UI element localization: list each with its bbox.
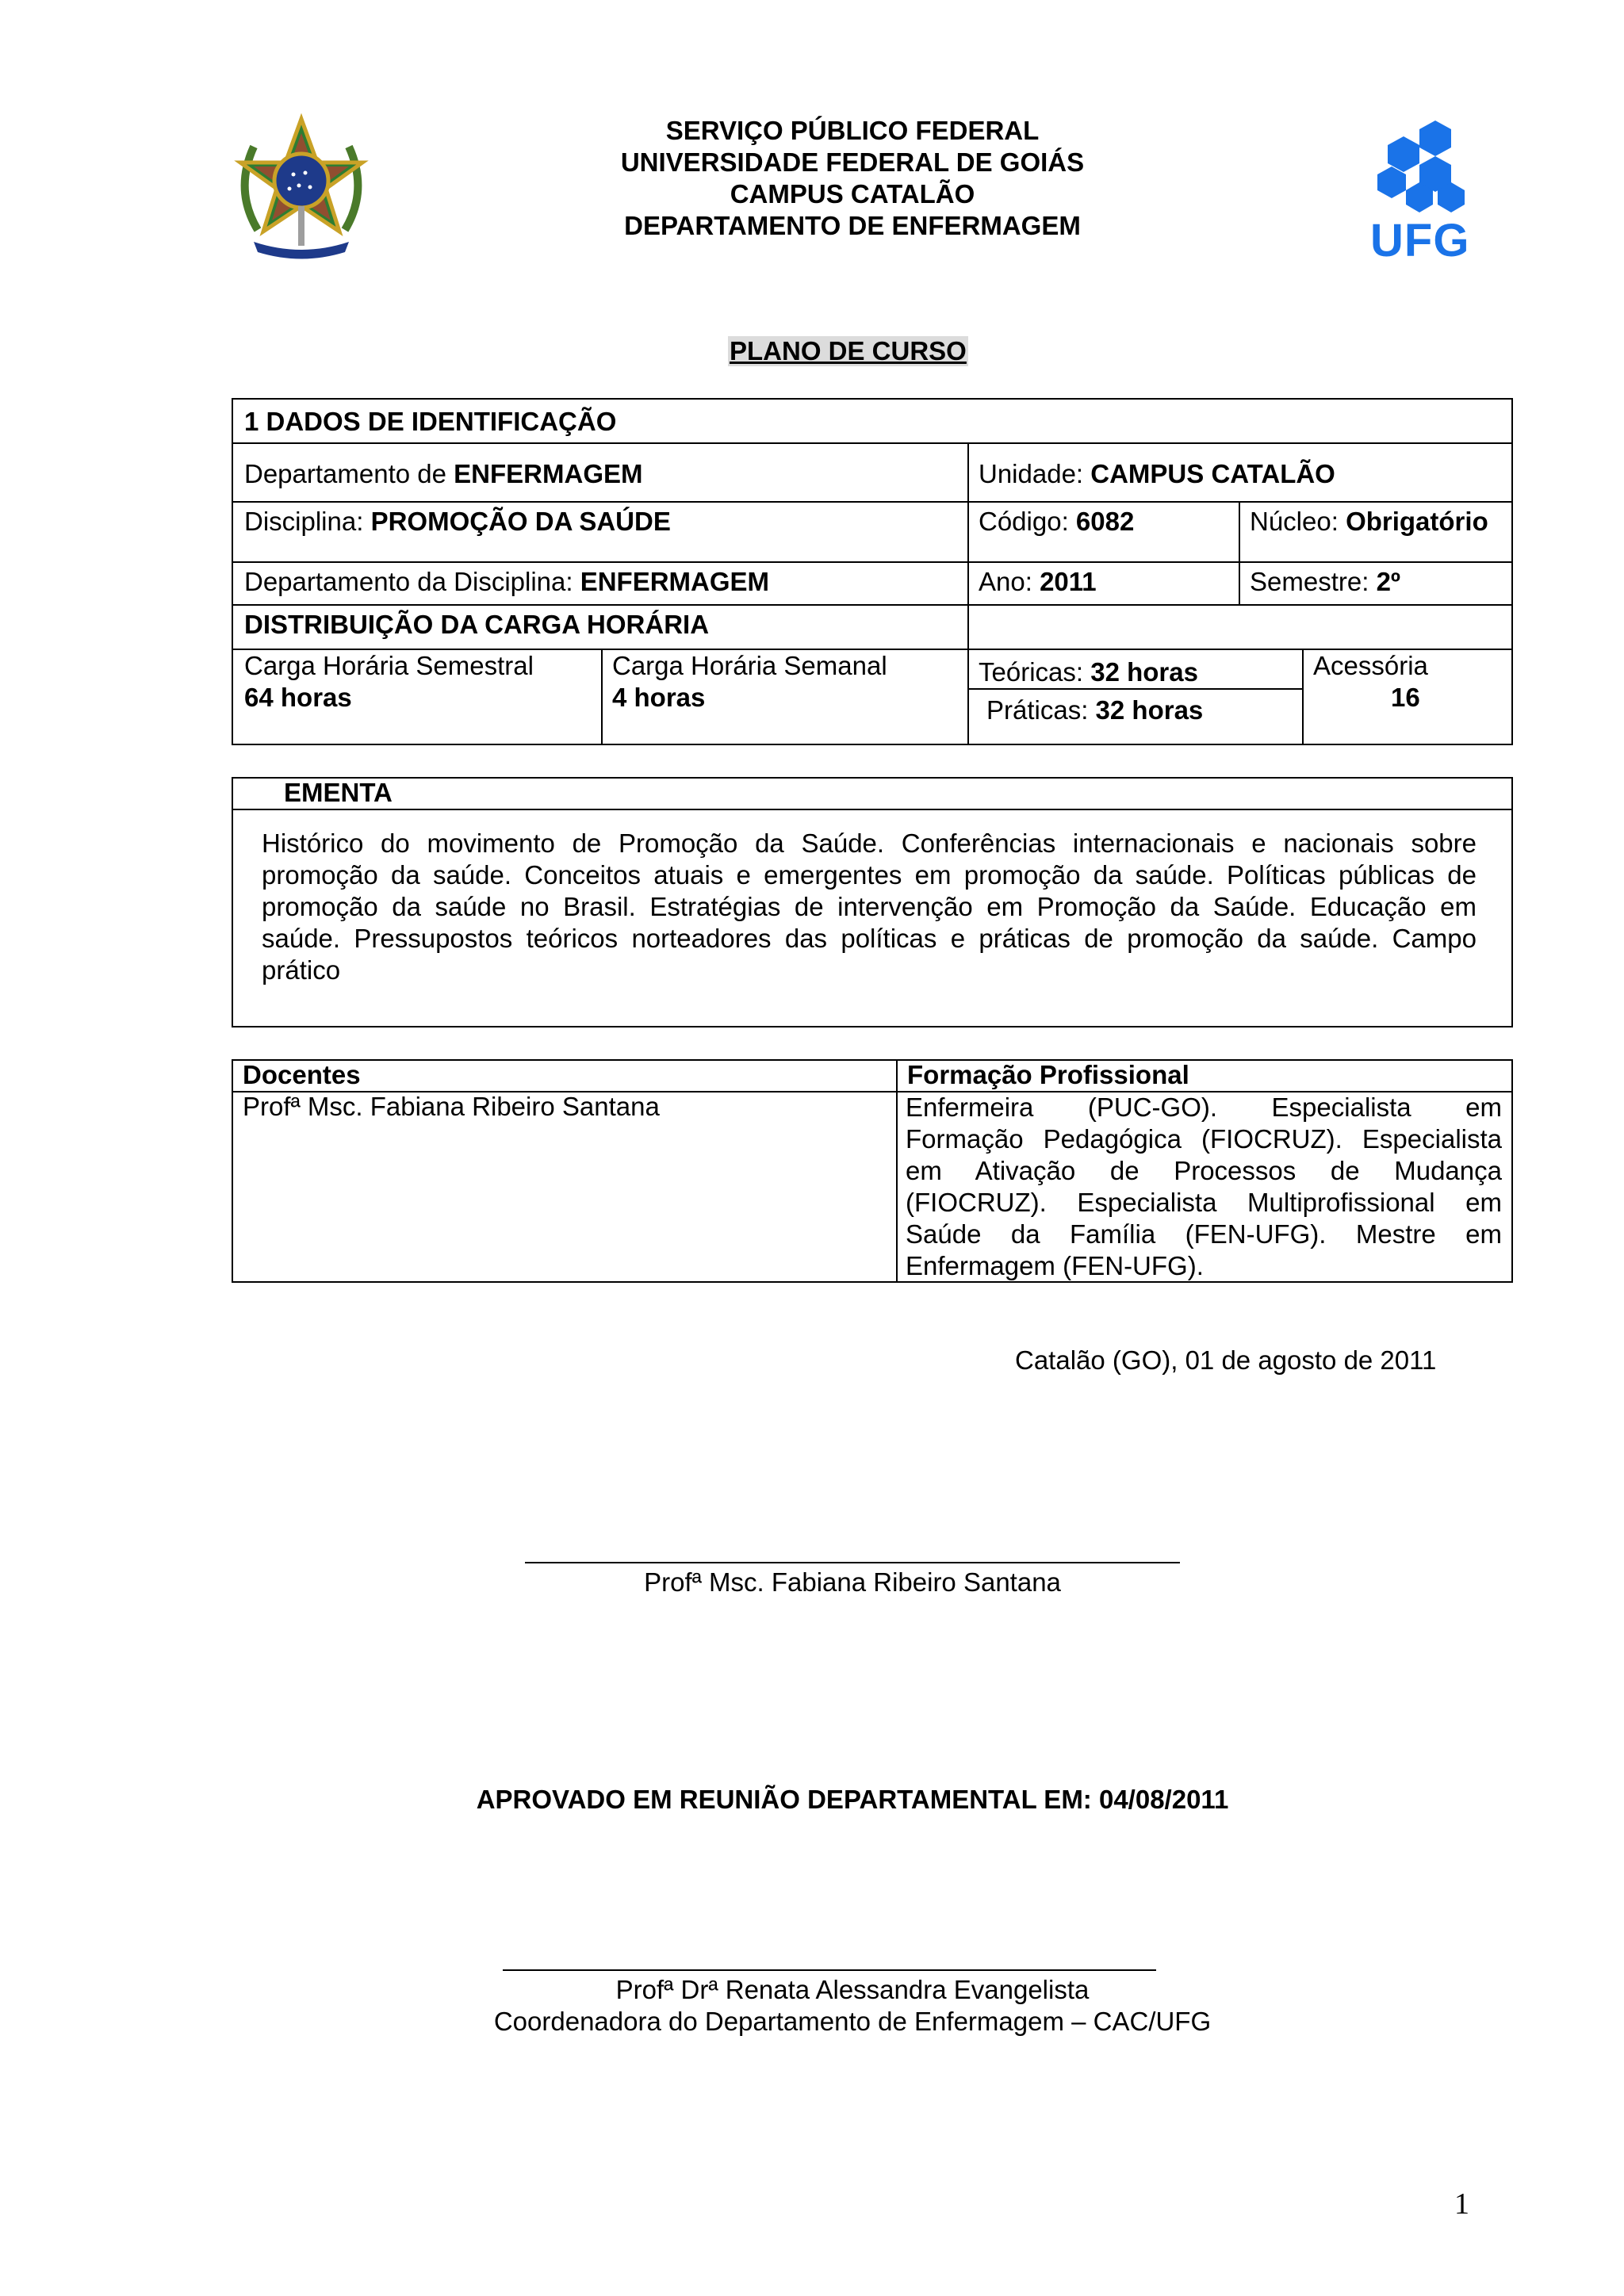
codigo-value: 6082: [1075, 507, 1135, 536]
ementa-line: promoção da saúde no Brasil. Estratégias de intervenção em Promoção da Saúde. Educação em: [262, 892, 1477, 921]
formacao-line: Enfermeira (PUC-GO). Especialista em: [906, 1093, 1502, 1122]
brazil-coat-of-arms-icon: [226, 111, 377, 262]
carga-heading: DISTRIBUIÇÃO DA CARGA HORÁRIA: [244, 610, 710, 639]
ementa-line: saúde. Pressupostos teóricos norteadores das políticas e práticas de promoção da saúde. Campo: [262, 924, 1477, 953]
nucleo-label: Núcleo:: [1250, 507, 1346, 536]
codigo-label: Código:: [979, 507, 1076, 536]
signature-2-role: Coordenadora do Departamento de Enfermagem – CAC/UFG: [493, 2007, 1212, 2036]
approval-statement: APROVADO EM REUNIÃO DEPARTAMENTAL EM: 04/08/2011: [476, 1785, 1229, 1814]
unidade-cell: [979, 458, 1335, 490]
identification-table: [232, 398, 1513, 745]
formacao-line: Saúde da Família (FEN-UFG). Mestre em: [906, 1219, 1502, 1249]
ementa-line: promoção da saúde. Conceitos atuais e emergentes em promoção da saúde. Políticas públicas de: [262, 860, 1477, 890]
signature-2-name: Profª Drª Renata Alessandra Evangelista: [615, 1975, 1090, 2004]
identification-heading: 1 DADOS DE IDENTIFICAÇÃO: [244, 407, 617, 436]
formacao-line: Enfermagem (FEN-UFG).: [906, 1251, 1204, 1280]
semestre-value: 2º: [1376, 567, 1400, 596]
docente-name: Profª Msc. Fabiana Ribeiro Santana: [243, 1092, 660, 1121]
disciplina-cell: [244, 506, 671, 538]
signature-line-2: [503, 1969, 1156, 1971]
docentes-heading: Docentes: [243, 1060, 361, 1089]
nucleo-cell: [1250, 506, 1488, 538]
ano-cell: [979, 566, 1097, 598]
departamento-value: ENFERMAGEM: [454, 459, 643, 488]
ufg-hexagons-icon: [1360, 119, 1487, 214]
page-title: PLANO DE CURSO: [730, 336, 967, 365]
teoricas-label: Teóricas:: [979, 657, 1091, 687]
teoricas-cell: [979, 656, 1198, 688]
ufg-logo: [1360, 119, 1487, 270]
semanal-label: Carga Horária Semanal: [612, 651, 887, 680]
acessoria-label: Acessória: [1313, 651, 1428, 680]
dept-disciplina-value: ENFERMAGEM: [580, 567, 770, 596]
dept-disciplina-cell: [244, 566, 769, 598]
page-number: 1: [1454, 2187, 1469, 2221]
teoricas-value: 32 horas: [1090, 657, 1198, 687]
formacao-text: [906, 1092, 1502, 1282]
ufg-logo-text: UFG: [1370, 215, 1470, 266]
praticas-label: Práticas:: [986, 695, 1096, 725]
praticas-value: 32 horas: [1095, 695, 1204, 725]
disciplina-label: Disciplina:: [244, 507, 371, 536]
ementa-line: prático: [262, 955, 341, 985]
semestral-value: 64 horas: [244, 683, 352, 712]
codigo-cell: [979, 506, 1134, 538]
semestre-label: Semestre:: [1250, 567, 1377, 596]
disciplina-value: PROMOÇÃO DA SAÚDE: [370, 507, 671, 536]
ementa-text: [262, 828, 1477, 986]
institution-header: [523, 115, 1182, 242]
unidade-value: CAMPUS CATALÃO: [1090, 459, 1335, 488]
departamento-cell: [244, 458, 643, 490]
ano-value: 2011: [1040, 567, 1097, 596]
dept-disciplina-label: Departamento da Disciplina:: [244, 567, 580, 596]
acessoria-value: 16: [1391, 683, 1420, 712]
praticas-cell: [986, 695, 1203, 726]
ano-label: Ano:: [979, 567, 1040, 596]
header-line-1: SERVIÇO PÚBLICO FEDERAL: [665, 116, 1040, 145]
header-line-3: CAMPUS CATALÃO: [730, 179, 975, 209]
formacao-line: em Ativação de Processos de Mudança: [906, 1156, 1502, 1185]
signature-line-1: [525, 1562, 1180, 1563]
semanal-value: 4 horas: [612, 683, 706, 712]
semestral-label: Carga Horária Semestral: [244, 651, 534, 680]
departamento-label: Departamento de: [244, 459, 454, 488]
unidade-label: Unidade:: [979, 459, 1091, 488]
ementa-heading: EMENTA: [284, 778, 393, 807]
formacao-line: Formação Pedagógica (FIOCRUZ). Especialista: [906, 1124, 1502, 1154]
signature-1-name: Profª Msc. Fabiana Ribeiro Santana: [644, 1567, 1061, 1597]
ementa-line: Histórico do movimento de Promoção da Saúde. Conferências internacionais e nacionais sobre: [262, 828, 1477, 858]
formacao-line: (FIOCRUZ). Especialista Multiprofissional em: [906, 1188, 1502, 1217]
place-date: Catalão (GO), 01 de agosto de 2011: [1015, 1345, 1437, 1375]
header-line-4: DEPARTAMENTO DE ENFERMAGEM: [624, 211, 1081, 240]
nucleo-value: Obrigatório: [1346, 507, 1488, 536]
formacao-heading: Formação Profissional: [907, 1060, 1189, 1089]
header-line-2: UNIVERSIDADE FEDERAL DE GOIÁS: [620, 147, 1085, 177]
semestre-cell: [1250, 566, 1400, 598]
